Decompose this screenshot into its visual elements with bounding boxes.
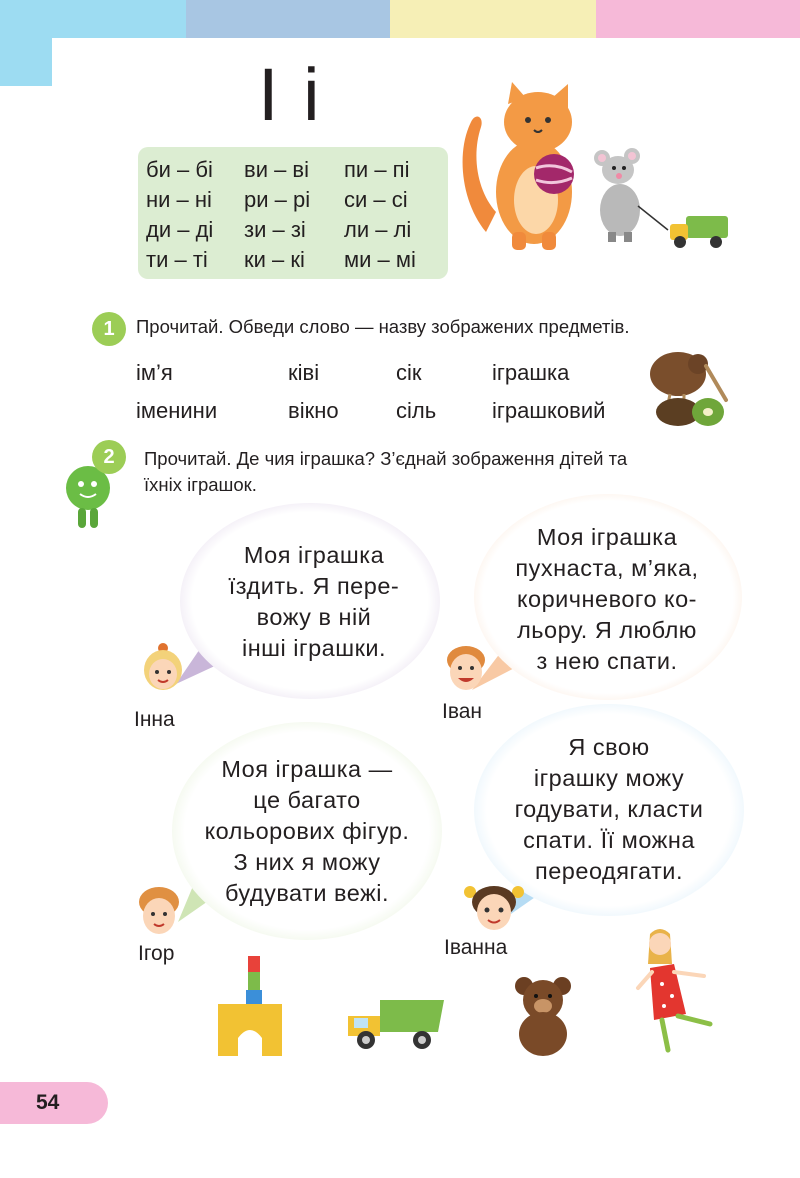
header-strip-blue bbox=[0, 0, 186, 38]
bubble-line: коричневого ко- bbox=[517, 586, 697, 612]
bubble-line: Моя іграшка bbox=[536, 524, 678, 550]
bubble-line: Я свою bbox=[568, 734, 650, 760]
bubble-line: спати. Її можна bbox=[523, 827, 695, 853]
header-strip-yellow bbox=[390, 0, 596, 38]
syllable-table bbox=[138, 147, 448, 279]
word-option[interactable]: вікно bbox=[288, 398, 339, 423]
bubble-line: льору. Я люблю bbox=[517, 617, 697, 643]
page-number: 54 bbox=[36, 1091, 60, 1114]
word-option[interactable]: іграшковий bbox=[492, 398, 606, 423]
syllable: ли – лі bbox=[344, 217, 412, 242]
task-number-2: 2 bbox=[92, 440, 126, 474]
toy-truck-icon bbox=[668, 212, 730, 250]
bubble-line: вожу в ній bbox=[256, 604, 372, 630]
word-option[interactable]: іменини bbox=[136, 398, 218, 423]
word-option[interactable]: ім’я bbox=[136, 360, 173, 385]
mouse-icon bbox=[588, 148, 668, 244]
bubble-line: іграшку можу bbox=[533, 765, 685, 791]
bubble-line: кольорових фігур. bbox=[204, 818, 410, 844]
syllable: ри – рі bbox=[244, 187, 311, 212]
teddy-bear-icon[interactable] bbox=[510, 976, 576, 1056]
child-name: Іван bbox=[442, 700, 483, 723]
word-option[interactable]: сіль bbox=[396, 398, 437, 423]
bubble-line: Моя іграшка bbox=[243, 542, 385, 568]
boy-icon[interactable] bbox=[444, 642, 488, 696]
kiwi-fruit-icon bbox=[656, 392, 726, 428]
header-strip-pink bbox=[596, 0, 800, 38]
task-number-1: 1 bbox=[92, 312, 126, 346]
bubble-line: годувати, класти bbox=[514, 796, 704, 822]
syllable: си – сі bbox=[344, 187, 408, 212]
syllable: би – бі bbox=[146, 157, 213, 182]
bubble-line: інші іграшки. bbox=[241, 635, 387, 661]
bubble-line: пухнаста, м’яка, bbox=[515, 555, 699, 581]
letter-heading: І і bbox=[258, 53, 322, 136]
child-name: Ігор bbox=[138, 942, 175, 965]
header-strip-steel bbox=[186, 0, 390, 38]
girl-icon[interactable] bbox=[462, 880, 526, 934]
doll-icon[interactable] bbox=[632, 924, 730, 1058]
bubble-line: будувати вежі. bbox=[224, 880, 390, 906]
bubble-line: З них я можу bbox=[233, 849, 381, 875]
bubble-line: Моя іграшка — bbox=[221, 756, 393, 782]
child-name: Інна bbox=[134, 708, 175, 731]
bubble-text bbox=[188, 754, 426, 909]
syllable: ки – кі bbox=[244, 247, 305, 272]
syllable: ми – мі bbox=[344, 247, 416, 272]
bubble-line: це багато bbox=[253, 787, 361, 813]
syllable: ни – ні bbox=[146, 187, 212, 212]
header-corner bbox=[0, 38, 52, 86]
blocks-tower-icon[interactable] bbox=[218, 956, 282, 1056]
bubble-text bbox=[196, 540, 432, 664]
syllable: ти – ті bbox=[146, 247, 208, 272]
syllable: ди – ді bbox=[146, 217, 214, 242]
word-option[interactable]: сік bbox=[396, 360, 422, 385]
word-option[interactable]: ківі bbox=[288, 360, 320, 385]
child-name: Іванна bbox=[444, 936, 508, 959]
bubble-line: з нею спати. bbox=[536, 648, 678, 674]
bubble-line: переодягати. bbox=[535, 858, 683, 884]
bubble-text bbox=[486, 522, 728, 677]
task-2-instruction-line2: їхніх іграшок. bbox=[144, 474, 257, 495]
toy-truck-icon[interactable] bbox=[346, 994, 446, 1052]
girl-icon[interactable] bbox=[140, 640, 186, 696]
boy-icon[interactable] bbox=[136, 884, 182, 940]
bubble-line: їздить. Я пере- bbox=[228, 573, 400, 599]
syllable: ви – ві bbox=[244, 157, 310, 182]
page-number-tab bbox=[0, 1082, 108, 1124]
task-1-instruction: Прочитай. Обведи слово — назву зображених предметів. bbox=[136, 316, 630, 337]
task-2-instruction-line1: Прочитай. Де чия іграшка? З’єднай зображення дітей та bbox=[144, 448, 628, 469]
syllable: зи – зі bbox=[244, 217, 306, 242]
bubble-text bbox=[490, 732, 728, 887]
syllable: пи – пі bbox=[344, 157, 410, 182]
word-option[interactable]: іграшка bbox=[492, 360, 570, 385]
